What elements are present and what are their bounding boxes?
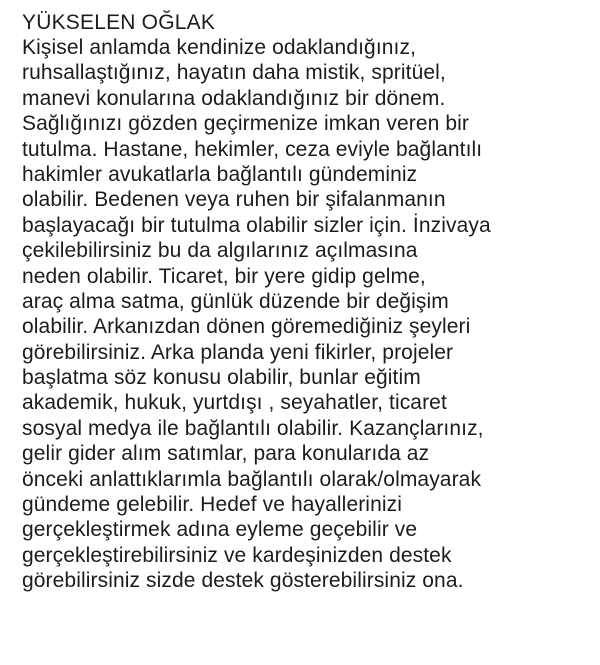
text-line: başlatma söz konusu olabilir, bunlar eğitim [22, 366, 421, 390]
text-line: görebilirsiniz. Arka planda yeni fikirler, projeler [22, 340, 454, 364]
document-title: YÜKSELEN OĞLAK [22, 11, 216, 34]
text-line: Kişisel anlamda kendinize odaklandığınız, [22, 36, 417, 59]
text-line: tutulma. Hastane, hekimler, ceza eviyle bağlantılı [22, 137, 483, 161]
text-line: araç alma satma, günlük düzende bir değişim [22, 289, 449, 313]
text-line: gerçekleştirmek adına eyleme geçebilir ve [22, 518, 418, 542]
text-line: olabilir. Bedenen veya ruhen bir şifalanmanın [22, 188, 446, 212]
document-body [22, 10, 592, 594]
text-line: çekilebilirsiniz bu da algılarınız açılmasına [22, 239, 418, 263]
text-line: gerçekleştirebilirsiniz ve kardeşinizden destek [22, 543, 452, 567]
text-line: Sağlığınızı gözden geçirmenize imkan veren bir [22, 112, 469, 136]
text-line: gündeme gelebilir. Hedef ve hayallerinizi [22, 493, 402, 517]
text-line: gelir gider alım satımlar, para konularıda az [22, 442, 430, 466]
text-line: başlayacağı bir tutulma olabilir sizler için. İnzivaya [22, 213, 491, 237]
text-line: sosyal medya ile bağlantılı olabilir. Kazançlarınız, [22, 416, 484, 440]
text-line: hakimler avukatlarla bağlantılı gündeminiz [22, 162, 418, 186]
text-line: akademik, hukuk, yurtdışı , seyahatler, ticaret [22, 391, 447, 415]
text-line: olabilir. Arkanızdan dönen göremediğiniz şeyleri [22, 315, 471, 339]
text-line: görebilirsiniz sizde destek gösterebilirsiniz ona. [22, 569, 464, 593]
text-line: önceki anlattıklarımla bağlantılı olarak/olmayarak [22, 467, 482, 491]
text-line: neden olabilir. Ticaret, bir yere gidip gelme, [22, 264, 426, 288]
text-line: ruhsallaştığınız, hayatın daha mistik, spritüel, [22, 61, 446, 85]
text-line: manevi konularına odaklandığınız bir dönem. [22, 86, 446, 110]
